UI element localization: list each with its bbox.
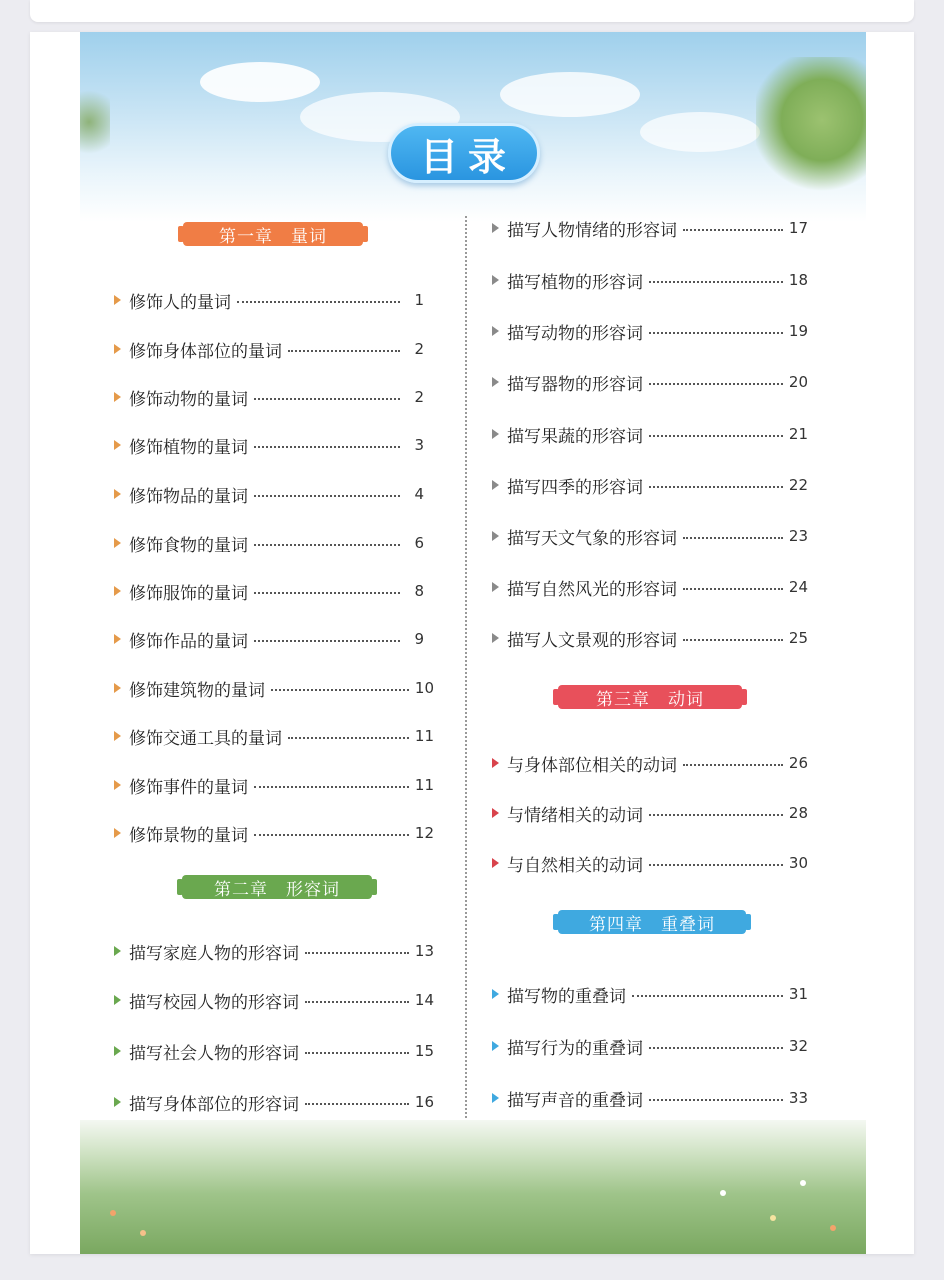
dot-leader <box>254 640 400 642</box>
bullet-arrow-icon <box>114 1046 121 1056</box>
dot-leader <box>649 383 783 385</box>
page-title: 目录 <box>388 123 540 183</box>
dot-leader <box>649 332 783 334</box>
toc-entry[interactable]: 描写人文景观的形容词 25 <box>492 626 808 650</box>
toc-entry[interactable]: 描写动物的形容词 19 <box>492 319 808 343</box>
bullet-arrow-icon <box>114 634 121 644</box>
chapter-2-heading: 第二章 形容词 <box>182 875 372 899</box>
dot-leader <box>305 1103 409 1105</box>
chapter-3-heading: 第三章 动词 <box>558 685 742 709</box>
meadow-background <box>80 1120 866 1254</box>
bullet-arrow-icon <box>114 586 121 596</box>
toc-entry[interactable]: 描写器物的形容词 20 <box>492 370 808 394</box>
toc-entry[interactable]: 修饰事件的量词 11 <box>114 773 434 797</box>
toc-entry[interactable]: 描写校园人物的形容词 14 <box>114 988 434 1012</box>
dot-leader <box>254 544 400 546</box>
toc-entry[interactable]: 修饰建筑物的量词 10 <box>114 676 434 700</box>
toc-entry[interactable]: 与情绪相关的动词 28 <box>492 801 808 825</box>
toc-page <box>30 32 914 1254</box>
tree-left-illustration <box>80 82 110 162</box>
dot-leader <box>254 398 400 400</box>
bullet-arrow-icon <box>492 1041 499 1051</box>
dot-leader <box>271 689 409 691</box>
bullet-arrow-icon <box>492 808 499 818</box>
bullet-arrow-icon <box>114 828 121 838</box>
bullet-arrow-icon <box>114 392 121 402</box>
bullet-arrow-icon <box>492 429 499 439</box>
toc-entry[interactable]: 修饰动物的量词 2 <box>114 385 424 409</box>
bullet-arrow-icon <box>114 440 121 450</box>
dot-leader <box>683 229 783 231</box>
bullet-arrow-icon <box>114 995 121 1005</box>
dot-leader <box>649 814 783 816</box>
bullet-arrow-icon <box>114 946 121 956</box>
dot-leader <box>632 995 783 997</box>
bullet-arrow-icon <box>492 858 499 868</box>
bullet-arrow-icon <box>492 531 499 541</box>
toc-entry[interactable]: 描写身体部位的形容词 16 <box>114 1090 434 1114</box>
bullet-arrow-icon <box>492 633 499 643</box>
dot-leader <box>288 737 409 739</box>
dot-leader <box>254 834 409 836</box>
toc-entry[interactable]: 修饰服饰的量词 8 <box>114 579 424 603</box>
dot-leader <box>254 592 400 594</box>
bullet-arrow-icon <box>492 480 499 490</box>
bullet-arrow-icon <box>114 538 121 548</box>
toc-entry[interactable]: 修饰物品的量词 4 <box>114 482 424 506</box>
bullet-arrow-icon <box>492 275 499 285</box>
dot-leader <box>254 495 400 497</box>
toc-entry[interactable]: 修饰食物的量词 6 <box>114 531 424 555</box>
dot-leader <box>649 486 783 488</box>
bullet-arrow-icon <box>492 1093 499 1103</box>
dot-leader <box>683 588 783 590</box>
previous-page-edge <box>30 0 914 22</box>
bullet-arrow-icon <box>492 326 499 336</box>
toc-entry[interactable]: 描写声音的重叠词 33 <box>492 1086 808 1110</box>
bullet-arrow-icon <box>114 489 121 499</box>
chapter-1-heading: 第一章 量词 <box>183 222 363 246</box>
toc-entry[interactable]: 描写四季的形容词 22 <box>492 473 808 497</box>
toc-entry[interactable]: 描写自然风光的形容词 24 <box>492 575 808 599</box>
dot-leader <box>288 350 400 352</box>
bullet-arrow-icon <box>492 223 499 233</box>
toc-entry[interactable]: 修饰身体部位的量词 2 <box>114 337 424 361</box>
toc-entry[interactable]: 描写果蔬的形容词 21 <box>492 422 808 446</box>
toc-entry[interactable]: 修饰人的量词 1 <box>114 288 424 312</box>
dot-leader <box>649 1047 783 1049</box>
toc-entry[interactable]: 修饰景物的量词 12 <box>114 821 434 845</box>
dot-leader <box>237 301 400 303</box>
chapter-4-heading: 第四章 重叠词 <box>558 910 746 934</box>
dot-leader <box>649 281 783 283</box>
dot-leader <box>649 864 783 866</box>
toc-entry[interactable]: 描写社会人物的形容词 15 <box>114 1039 434 1063</box>
dot-leader <box>683 639 783 641</box>
column-divider <box>465 216 467 1146</box>
dot-leader <box>305 952 409 954</box>
toc-entry[interactable]: 修饰交通工具的量词 11 <box>114 724 434 748</box>
dot-leader <box>305 1052 409 1054</box>
dot-leader <box>254 446 400 448</box>
toc-entry[interactable]: 与自然相关的动词 30 <box>492 851 808 875</box>
toc-entry[interactable]: 描写行为的重叠词 32 <box>492 1034 808 1058</box>
bullet-arrow-icon <box>114 731 121 741</box>
dot-leader <box>683 764 783 766</box>
dot-leader <box>649 1099 783 1101</box>
bullet-arrow-icon <box>114 344 121 354</box>
bullet-arrow-icon <box>492 758 499 768</box>
toc-entry[interactable]: 修饰植物的量词 3 <box>114 433 424 457</box>
toc-entry[interactable]: 描写人物情绪的形容词 17 <box>492 216 808 240</box>
toc-entry[interactable]: 描写天文气象的形容词 23 <box>492 524 808 548</box>
toc-entry[interactable]: 与身体部位相关的动词 26 <box>492 751 808 775</box>
dot-leader <box>305 1001 409 1003</box>
tree-right-illustration <box>756 57 866 197</box>
bullet-arrow-icon <box>492 582 499 592</box>
bullet-arrow-icon <box>114 780 121 790</box>
dot-leader <box>683 537 783 539</box>
dot-leader <box>254 786 409 788</box>
bullet-arrow-icon <box>114 1097 121 1107</box>
toc-entry[interactable]: 描写物的重叠词 31 <box>492 982 808 1006</box>
bullet-arrow-icon <box>492 377 499 387</box>
toc-entry[interactable]: 描写家庭人物的形容词 13 <box>114 939 434 963</box>
toc-entry[interactable]: 修饰作品的量词 9 <box>114 627 424 651</box>
bullet-arrow-icon <box>492 989 499 999</box>
bullet-arrow-icon <box>114 683 121 693</box>
dot-leader <box>649 435 783 437</box>
bullet-arrow-icon <box>114 295 121 305</box>
toc-entry[interactable]: 描写植物的形容词 18 <box>492 268 808 292</box>
